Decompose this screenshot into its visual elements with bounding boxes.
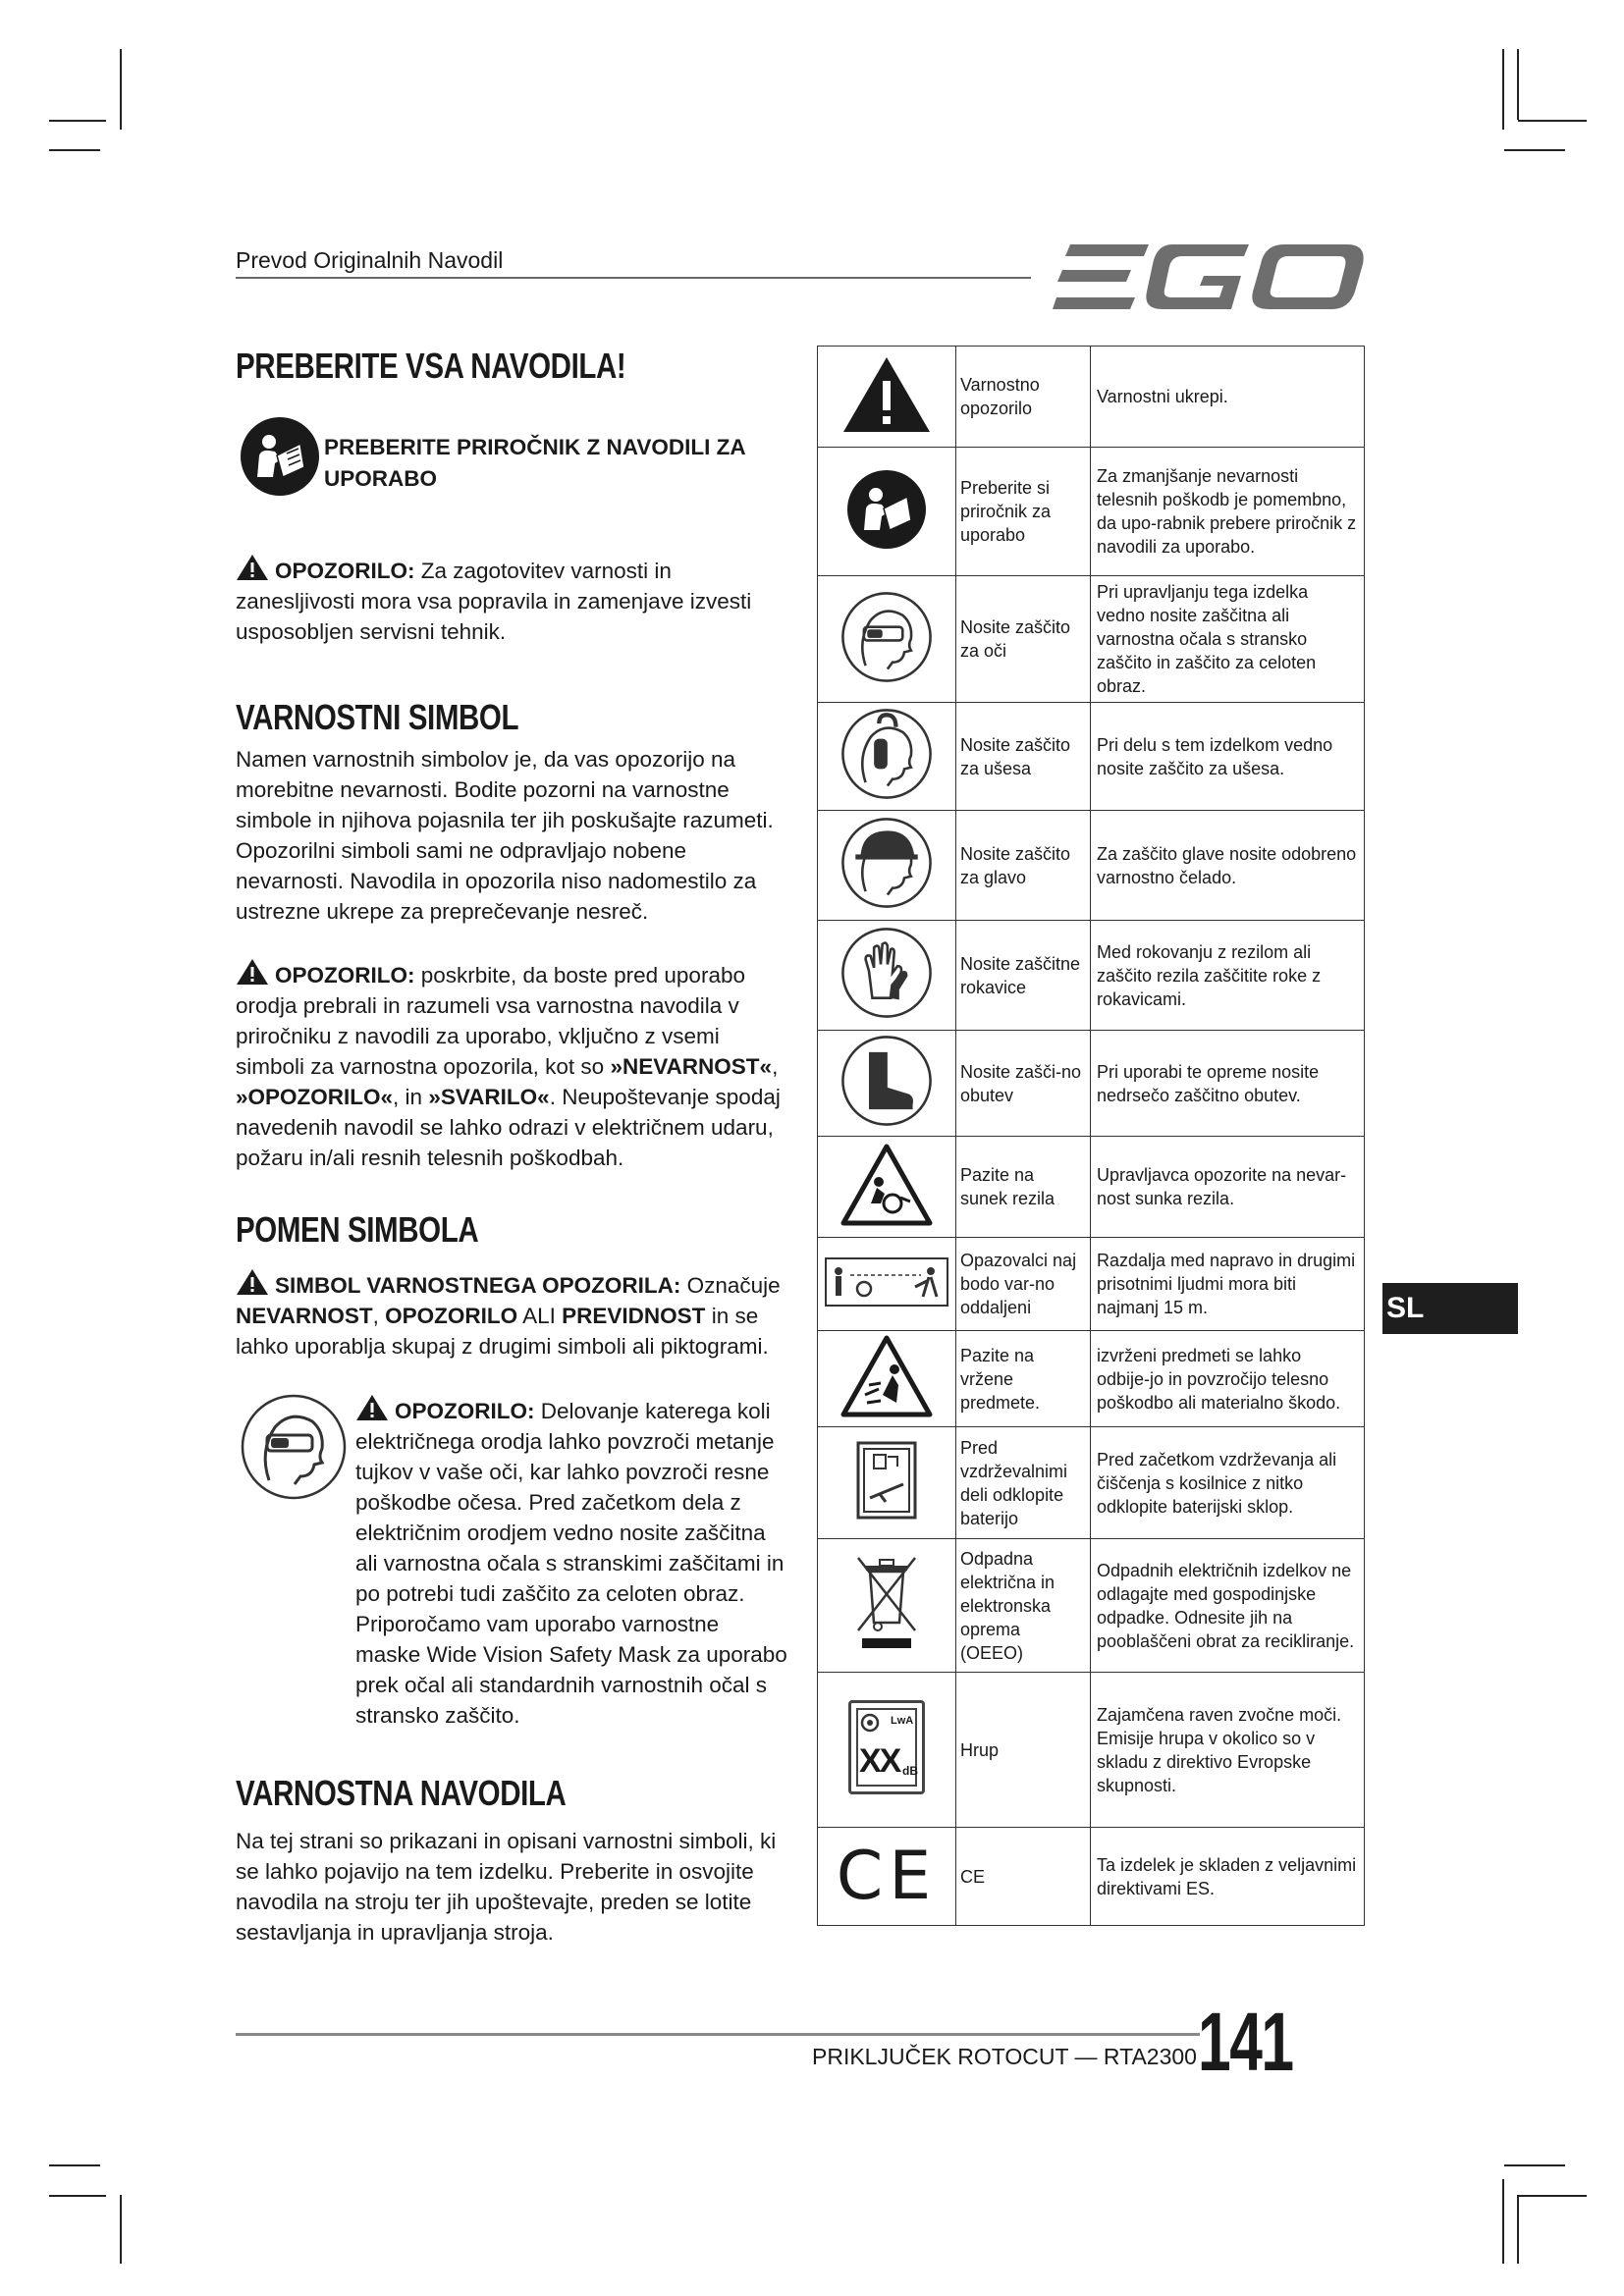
noise-lwa: LwA: [891, 1715, 914, 1727]
read-manual-icon: [846, 469, 927, 550]
table-row: [818, 347, 1365, 448]
symbol-desc: Varnostni ukrepi.: [1091, 347, 1365, 448]
symbol-desc: Za zmanjšanje nevarnosti telesnih poškodb je pomembno, da upo-rabnik prebere priročnik z navodili za uporabo.: [1091, 448, 1365, 576]
symbol-name: Opazovalci naj bodo var-no oddaljeni: [956, 1238, 1091, 1331]
ear-protection-icon: [839, 707, 934, 801]
table-row: [818, 921, 1365, 1031]
table-row: [818, 811, 1365, 921]
warning-triangle-icon: [841, 355, 932, 434]
symbol-name: Pazite na sunek rezila: [956, 1137, 1091, 1238]
symbol-meaning-text: [236, 1268, 785, 1362]
separator: , in: [393, 1085, 429, 1109]
symbol-desc: izvrženi predmeti se lahko odbije-jo in povzročijo telesno poškodbo ali materialno škodo.: [1091, 1331, 1365, 1427]
keyword-danger: NEVARNOST: [236, 1304, 373, 1328]
ego-logo: [1053, 240, 1367, 320]
separator: ,: [372, 1304, 386, 1328]
warning-triangle-icon: [236, 958, 269, 986]
warning-triangle-icon: [355, 1394, 389, 1421]
header-rule: [236, 277, 1031, 279]
symbol-desc: Za zaščito glave nosite odobreno varnostno čelado.: [1091, 811, 1365, 921]
warning-triangle-icon: [236, 554, 269, 581]
noise-unit: dB: [902, 1764, 918, 1778]
symbol-desc: Med rokovanju z rezilom ali zaščito rezila zaščitite roke z rokavicami.: [1091, 921, 1365, 1031]
heading-safety-instructions: VARNOSTNA NAVODILA: [236, 1773, 567, 1813]
eye-warning: [355, 1394, 787, 1731]
symbol-text: in se lahko uporablja skupaj z drugimi simboli ali piktogrami.: [236, 1304, 769, 1359]
crop-mark: [49, 120, 106, 122]
bystander-distance-icon: [825, 1257, 948, 1307]
table-row: [818, 1031, 1365, 1137]
table-row: [818, 576, 1365, 703]
symbol-desc: Odpadnih električnih izdelkov ne odlagajte med gospodinjske odpadke. Odnesite jih na pooblaščeni obrat za recikliranje.: [1091, 1539, 1365, 1673]
symbol-name: CE: [956, 1828, 1091, 1926]
symbol-name: Nosite zašči-no obutev: [956, 1031, 1091, 1137]
keyword-caution: PREVIDNOST: [562, 1304, 706, 1328]
table-row: [818, 1427, 1365, 1539]
symbol-desc: Upravljavca opozorite na nevar-nost sunka rezila.: [1091, 1137, 1365, 1238]
table-row: [818, 1238, 1365, 1331]
table-row: [818, 448, 1365, 576]
ear-symbol-icon: [860, 1713, 880, 1733]
warning-triangle-icon: [236, 1268, 269, 1296]
crop-mark: [1517, 2195, 1519, 2264]
noise-level-icon: [848, 1700, 925, 1794]
symbol-desc: Ta izdelek je skladen z veljavnimi direktivami ES.: [1091, 1828, 1365, 1926]
warning-text: . Neupoštevanje spodaj navedenih navodil se lahko odrazi v električnem udaru, požaru in/ali resnih telesnih poškodbah.: [236, 1085, 781, 1170]
crop-mark: [1518, 2195, 1587, 2197]
keyword-caution: »SVARILO«: [428, 1085, 550, 1109]
crop-mark: [49, 149, 100, 151]
page-number: 141: [1198, 1996, 1293, 2088]
boots-icon: [839, 1034, 934, 1128]
symbol-name: Preberite si priročnik za uporabo: [956, 448, 1091, 576]
table-row: [818, 1137, 1365, 1238]
table-row: [818, 1828, 1365, 1926]
separator: ALI: [517, 1304, 563, 1328]
keyword-warning: »OPOZORILO«: [236, 1085, 394, 1109]
safety-instructions-text: Na tej strani so prikazani in opisani varnostni simboli, ki se lahko pojavijo na tem izdelku. Preberite in osvojite navodila na stroju ter jih upoštevajte, preden se lotite sestavljanja in upravljanja stroja.: [236, 1829, 777, 1945]
warning-text: Delovanje katerega koli električnega orodja lahko povzroči metanje tujkov v vaše oči, kar lahko povzroči resne poškodbe očesa. Pred začetkom dela z električnim orodjem vedno nosite zaščitna ali varnostna očala s stranskimi zaščitami in po potrebi tudi zaščito za celoten obraz. Priporočamo vam uporabo varnostne maske Wide Vision Safety Mask za uporabo prek očal ali standardnih varnostnih očal s stransko zaščito.: [355, 1399, 787, 1728]
blade-thrust-icon: [839, 1143, 934, 1227]
footer-product: PRIKLJUČEK ROTOCUT — RTA2300: [812, 2044, 1197, 2069]
weee-bin-icon: [852, 1554, 921, 1652]
ce-mark-icon: CE: [836, 1838, 938, 1915]
crop-mark: [1502, 2179, 1504, 2264]
crop-mark: [1518, 120, 1587, 122]
keyword-danger: »NEVARNOST«: [610, 1054, 773, 1079]
warning-label: OPOZORILO:: [275, 963, 415, 988]
thrown-objects-icon: [839, 1334, 934, 1418]
warning-text: Za zagotovitev varnosti in zanesljivosti mora vsa popravila in zamenjave izvesti usposobljen servisni tehnik.: [236, 559, 752, 644]
read-manual-icon: [240, 416, 320, 502]
gloves-icon: [839, 926, 934, 1020]
symbol-desc: Pri uporabi te opreme nosite nedrsečo zaščitno obutev.: [1091, 1031, 1365, 1137]
symbol-name: Nosite zaščitne rokavice: [956, 921, 1091, 1031]
crop-mark: [1504, 149, 1565, 151]
safety-symbol-warning: [236, 958, 785, 1173]
heading-symbol-meaning: POMEN SIMBOLA: [236, 1209, 479, 1250]
warning-label: OPOZORILO:: [275, 559, 415, 583]
symbol-desc: Pri upravljanju tega izdelka vedno nosite zaščitna ali varnostna očala s stransko zaščito in zaščito za celoten obraz.: [1091, 576, 1365, 703]
symbol-name: Varnostno opozorilo: [956, 347, 1091, 448]
heading-read-all: PREBERITE VSA NAVODILA!: [236, 346, 626, 386]
symbol-table: [817, 346, 1365, 1926]
crop-mark: [49, 2164, 100, 2166]
symbol-name: Odpadna električna in elektronska oprema (OEEO): [956, 1539, 1091, 1673]
read-all-warning: [236, 554, 785, 647]
noise-value: XX: [859, 1742, 900, 1780]
warning-text: poskrbite, da boste pred uporabo orodja prebrali in razumeli vsa varnostna navodila v priročniku z navodili za uporabo, vključno z vsemi simboli za varnostna opozorila, kot so: [236, 963, 745, 1079]
table-row: [818, 703, 1365, 811]
language-tab: SL: [1382, 1283, 1518, 1334]
crop-mark: [120, 49, 122, 130]
safety-symbol-text: Namen varnostnih simbolov je, da vas opozorijo na morebitne nevarnosti. Bodite pozorni na varnostne simbole in njihova pojasnila ter jih poskušajte razumeti. Opozorilni simboli sami ne odpravljajo nobene nevarnosti. Navodila in opozorila niso nadomestilo za ustrezne ukrepe za preprečevanje nesreč.: [236, 747, 774, 924]
eye-protection-icon: [240, 1392, 348, 1507]
crop-mark: [120, 2195, 122, 2264]
table-row: [818, 1331, 1365, 1427]
symbol-desc: Zajamčena raven zvočne moči. Emisije hrupa v okolico so v skladu z direktivo Evropske skupnosti.: [1091, 1673, 1365, 1828]
symbol-desc: Pri delu s tem izdelkom vedno nosite zaščito za ušesa.: [1091, 703, 1365, 811]
crop-mark: [49, 2195, 106, 2197]
separator: ,: [772, 1054, 779, 1079]
crop-mark: [1502, 49, 1504, 130]
eye-protection-icon: [839, 590, 934, 684]
crop-mark: [1504, 2164, 1565, 2166]
table-row: [818, 1539, 1365, 1673]
symbol-desc: Razdalja med napravo in drugimi prisotnimi ljudmi mora biti najmanj 15 m.: [1091, 1238, 1365, 1331]
warning-label: OPOZORILO:: [395, 1399, 535, 1423]
symbol-text: Označuje: [680, 1273, 781, 1298]
head-protection-icon: [839, 816, 934, 910]
symbol-label: SIMBOL VARNOSTNEGA OPOZORILA:: [275, 1273, 681, 1298]
heading-safety-symbol: VARNOSTNI SIMBOL: [236, 697, 519, 737]
symbol-name: Nosite zaščito za oči: [956, 576, 1091, 703]
header-title: Prevod Originalnih Navodil: [236, 247, 504, 273]
disconnect-battery-icon: [856, 1441, 917, 1520]
symbol-name: Nosite zaščito za ušesa: [956, 703, 1091, 811]
symbol-name: Nosite zaščito za glavo: [956, 811, 1091, 921]
keyword-warning: OPOZORILO: [385, 1304, 518, 1328]
crop-mark: [1517, 49, 1519, 120]
symbol-name: Hrup: [956, 1673, 1091, 1828]
symbol-name: Pred vzdrževalnimi deli odklopite baterijo: [956, 1427, 1091, 1539]
footer-rule: [236, 2033, 1200, 2036]
table-row: [818, 1673, 1365, 1828]
symbol-desc: Pred začetkom vzdrževanja ali čiščenja s kosilnice z nitko odklopite baterijski sklop.: [1091, 1427, 1365, 1539]
manual-heading: PREBERITE PRIROČNIK Z NAVODILI ZA UPORABO: [324, 435, 745, 491]
symbol-name: Pazite na vržene predmete.: [956, 1331, 1091, 1427]
